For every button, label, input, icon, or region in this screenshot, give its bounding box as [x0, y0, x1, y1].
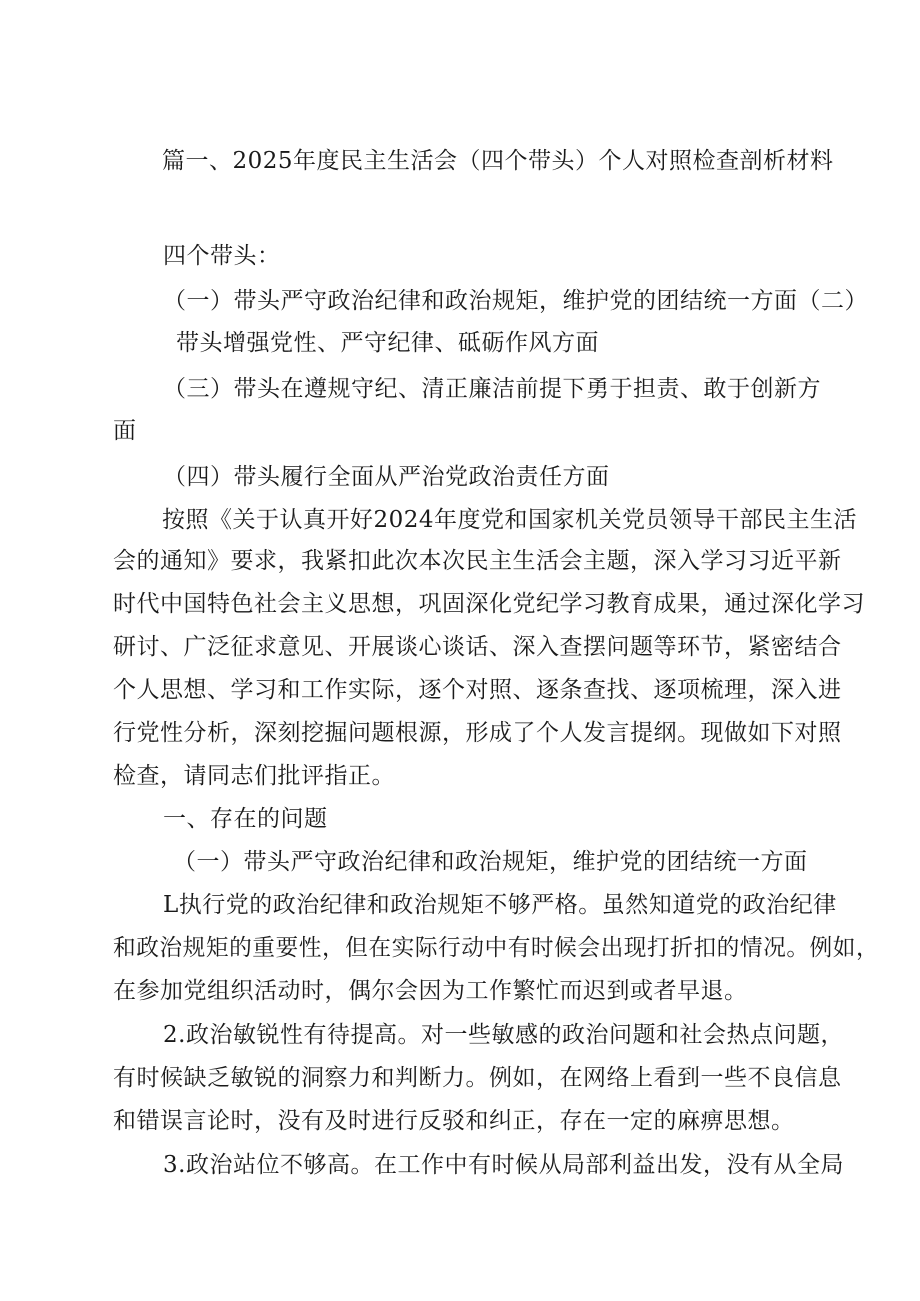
subsection-heading: （一）带头严守政治纪律和政治规矩，维护党的团结统一方面	[173, 849, 808, 875]
paragraph-line: （四）带头履行全面从严治党政治责任方面	[163, 464, 610, 490]
paragraph-line: 研讨、广泛征求意见、开展谈心谈话、深入查摆问题等环节，紧密结合	[113, 634, 842, 660]
paragraph-line: 检查，请同志们批评指正。	[113, 763, 395, 789]
paragraph-line: 3.政治站位不够高。在工作中有时候从局部利益出发，没有从全局	[163, 1152, 844, 1178]
paragraph-line: 带头增强党性、严守纪律、砥砺作风方面	[176, 330, 599, 356]
paragraph-line: 四个带头：	[163, 243, 281, 269]
paragraph-line: 面	[113, 418, 137, 444]
paragraph-line: L执行党的政治纪律和政治规矩不够严格。虽然知道党的政治纪律	[163, 892, 837, 918]
document-title: 篇一、2025年度民主生活会（四个带头）个人对照检查剖析材料	[162, 148, 834, 174]
paragraph-line: 和错误言论时，没有及时进行反驳和纠正，存在一定的麻痹思想。	[113, 1108, 795, 1134]
paragraph-line: 会的通知》要求，我紧扣此次本次民主生活会主题，深入学习习近平新	[113, 548, 842, 574]
paragraph-line: 个人思想、学习和工作实际，逐个对照、逐条查找、逐项梳理，深入进	[113, 677, 842, 703]
paragraph-line: 按照《关于认真开好2024年度党和国家机关党员领导干部民主生活	[162, 507, 858, 533]
paragraph-line: 和政治规矩的重要性，但在实际行动中有时候会出现打折扣的情况。例如，	[113, 935, 880, 961]
paragraph-line: （三）带头在遵规守纪、清正廉洁前提下勇于担责、敢于创新方	[163, 376, 821, 402]
paragraph-line: 2.政治敏锐性有待提高。对一些敏感的政治问题和社会热点问题，	[163, 1022, 844, 1048]
paragraph-line: 在参加党组织活动时，偶尔会因为工作繁忙而迟到或者早退。	[113, 978, 748, 1004]
paragraph-line: 行党性分析，深刻挖掘问题根源，形成了个人发言提纲。现做如下对照	[113, 720, 842, 746]
section-heading: 一、存在的问题	[163, 806, 328, 832]
paragraph-line: 时代中国特色社会主义思想，巩固深化党纪学习教育成果，通过深化学习	[113, 591, 865, 617]
paragraph-line: 有时候缺乏敏锐的洞察力和判断力。例如，在网络上看到一些不良信息	[113, 1065, 842, 1091]
paragraph-line: （一）带头严守政治纪律和政治规矩，维护党的团结统一方面（二）	[163, 288, 868, 314]
